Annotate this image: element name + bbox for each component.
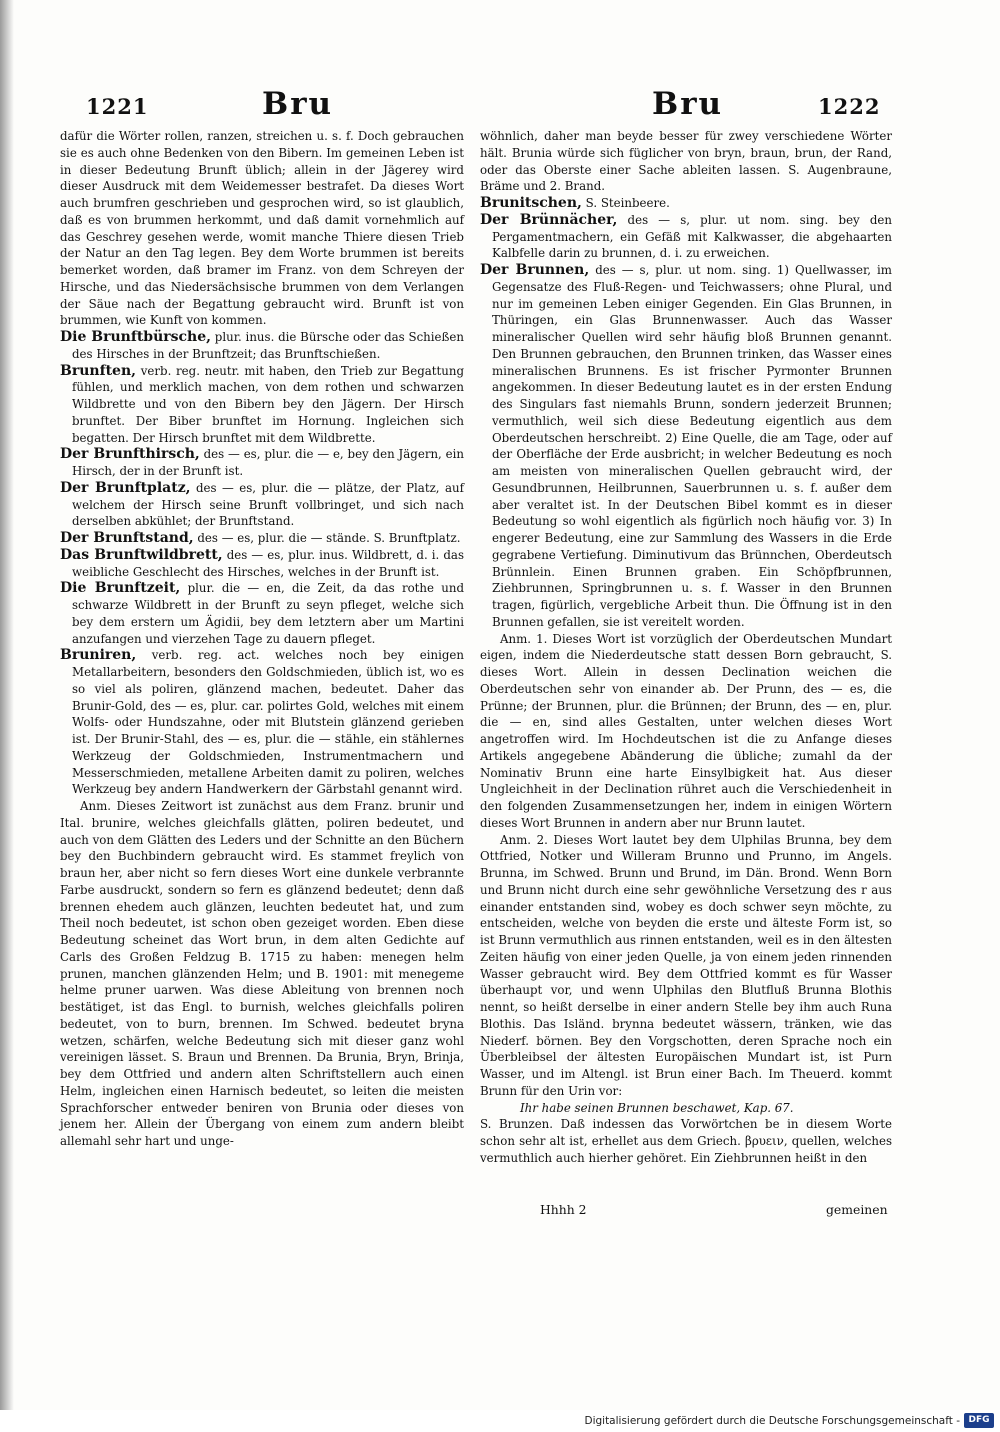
entry-headword: Der Brunftplatz, (60, 479, 191, 496)
right-column (480, 128, 892, 1167)
page-header (0, 86, 1000, 126)
continuation-paragraph: dafür die Wörter rollen, ranzen, streichen u. s. f. Doch gebrauchen sie es auch ohne Bedenken von den Bibern. Im gemeinen Leben ist in dieser Bedeutung Brunft üblich; allein in der Jägerey wird dieser Ausdruck mit dem Weidemesser bestrafet. Da dieses Wort auch brumfren geschrieben und gesprochen wird, so ist glaublich, daß es von brummen herkommt, und daß damit vornehmlich auf das Geschrey gesehen werde, womit manche Thiere diesen Trieb der Natur an den Tag legen. Bey dem Worte brummen ist bereits bemerket worden, daß bramer im Franz. von dem Schreyen der Hirsche, und das Niedersächsische brummen von dem Verlangen der Säue nach der Begattung gebraucht wird. Brunft ist von brummen, wie Kunft von kommen. (60, 129, 464, 328)
dictionary-entry (60, 329, 464, 363)
annotation-paragraph: Anm. 2. Dieses Wort lautet bey dem Ulphilas Brunna, bey dem Ottfried, Notker und Willeram Brunno und Prunno, im Angels. Brunna, im Schwed. Brunn und Brund, im Dän. Brond. Wenn Born und Brunn nicht durch eine sehr gewöhnliche Versetzung des r aus einander entstanden sind, wobey es doch schwer seyn möchte, zu entscheiden, welche von beyden die erste und älteste Form ist, so ist Brunn vermuthlich aus rinnen entstanden, weil es in den ältesten Zeiten häufig von einer jeden Quelle, ja von einem jeden rinnenden Wasser gebraucht wird. Bey dem Ottfried kommt es für Wasser überhaupt vor, und wenn Ulphilas den Blutfluß Brunna Blothis nennt, so heißt derselbe in einer andern Stelle bey ihm auch Runa Blothis. Das Isländ. brynna bedeutet wässern, tränken, wie das Niederf. börnen. Bey den Vorgschotten, deren Sprache noch ein Überbleibsel der ältesten Europäischen Mundart ist, ist Purn Wasser, und im Altengl. ist Brun einer Bach. Im Theuerd. kommt Brunn für den Urin vor: (480, 832, 892, 1098)
dictionary-entry (60, 363, 464, 447)
dictionary-entry (60, 580, 464, 647)
dictionary-entry (60, 446, 464, 480)
dictionary-entry (60, 647, 464, 798)
entry-body: plur. inus. die Bürsche oder das Schießen des Hirsches in der Brunftzeit; das Brunftschießen. (72, 330, 464, 361)
entry-headword: Brunitschen, (480, 195, 582, 211)
page-number-right: 1222 (818, 94, 881, 119)
dictionary-entry (480, 212, 892, 262)
entry-body: verb. reg. act. welches noch bey einigen Metallarbeitern, besonders den Goldschmieden, üblich ist, wo es so viel als poliren, glänzend machen, bedeutet. Daher das Brunir-Gold, des — es, plur. car. polirtes Gold, welches mit einem Wolfs- oder Hundszahne, oder mit Blutstein glänzend gerieben ist. Der Brunir-Stahl, des — es, plur. die — stähle, ein stählernes Werkzeug der Goldschmieden, Instrumentmachern und Messerschmieden, metallene Arbeiten damit zu poliren, welches Werkzeug bey andern Handwerkern der Gärbstahl genannt wird. (72, 648, 465, 797)
entry-headword: Der Brunnen, (480, 262, 590, 278)
dictionary-entry (60, 530, 464, 547)
entry-headword: Das Brunftwildbrett, (60, 546, 223, 563)
entry-headword: Brunften, (60, 362, 137, 379)
entry-headword: Der Brünnächer, (480, 211, 618, 228)
dictionary-entry (60, 480, 464, 530)
entry-body: des — es, plur. inus. Wildbrett, d. i. das weibliche Geschlecht des Hirsches, welches in der Brunft ist. (72, 547, 464, 579)
dictionary-entry (60, 547, 464, 581)
running-head-left: Bru (262, 86, 334, 122)
catchword: gemeinen (826, 1202, 888, 1217)
left-column (60, 128, 464, 1150)
dictionary-entry (480, 262, 892, 631)
page-number-left: 1221 (86, 94, 149, 119)
closing-paragraph: S. Brunzen. Daß indessen das Vorwörtchen be in diesem Worte schon sehr alt ist, erhellet aus dem Griech. βρυειν, quellen, welches vermuthlich auch hierher gehöret. Ein Ziehbrunnen heißt in den (480, 1117, 892, 1165)
continuation-paragraph: wöhnlich, daher man beyde besser für zwey verschiedene Wörter hält. Brunia würde sich füglicher von bryn, braun, brun, der Rand, oder das Oberste einer Sache ableiten lassen. S. Augenbraune, Bräme und 2. Brand. (480, 129, 892, 194)
verse-quotation: Ihr habe seinen Brunnen beschawet, Kap. 67. (520, 1100, 794, 1115)
binding-shadow (0, 0, 14, 1410)
funding-notice: Digitalisierung gefördert durch die Deutsche Forschungsgemeinschaft - (584, 1415, 960, 1427)
dictionary-entry (480, 195, 892, 212)
annotation-paragraph: Anm. 1. Dieses Wort ist vorzüglich der Oberdeutschen Mundart eigen, indem die Niederdeutsche statt dessen Born gebraucht, S. dieses Wort. Allein in dessen Declination weichen die Oberdeutschen sehr von einander ab. Der Prunn, des — es, die Prünne; der Brunnen, plur. die Brünnen; der Brunn, des — en, plur. die — en, sind alles Gestalten, unter welchen dieses Wort angetroffen wird. Im Hochdeutschen ist die zu Anfange dieses Artikels angegebene Abänderung die übliche; zumahl da der Nominativ Brunn eine harte Einsylbigkeit hat. Aus dieser Ungleichheit in der Declination rühret auch die Verschiedenheit in den folgenden Zusammensetzungen her, indem in einigen Wörtern dieses Wort Brunnen in andern aber nur Brunn lautet. (480, 631, 892, 830)
annotation-paragraph: Anm. Dieses Zeitwort ist zunächst aus dem Franz. brunir und Ital. brunire, welches gleichfalls glätten, poliren bedeutet, und auch von dem Glätten des Leders und der Schnitte an den Büchern bey den Buchbindern gebraucht wird. Es stammet freylich von braun her, aber nicht so fern dieses Wort eine dunkele verbrannte Farbe ausdruckt, sondern so fern es glänzend bedeutet; denn daß brennen ehedem auch glänzen, leuchten bedeutet hat, und zum Theil noch bedeutet, ist schon oben gezeiget worden. Eben diese Bedeutung scheinet das Wort brun, in dem alten Gedichte auf Carls des Großen Feldzug B. 1715 zu haben: menegen helm prunen, manchen glänzenden Helm; und B. 1901: mit menegeme helme pruner uarwen. Was diese Ableitung von brennen noch bestätiget, ist das Engl. to burnish, welches gleichfalls poliren bedeutet, von to burn, brennen. Im Schwed. bedeutet bryna wetzen, schärfen, welche Bedeutung sich mit dieser ganz wohl vereinigen lässet. S. Braun und Brennen. Da Brunia, Bryn, Brinja, bey dem Ottfried und andern alten Schriftstellern auch einen Helm, ingleichen einen Harnisch bedeutet, so leiten die meisten Sprachforscher entweder beniren von Brunia oder dieses von jenem her. Allein der Übergang von einem zum andern bleibt allemahl sehr hart und unge- (60, 799, 464, 1148)
entry-body: plur. die — en, die Zeit, da das rothe und schwarze Wildbrett in der Brunft zu seyn pfleget, welche sich bey dem erstern um Ägidii, bey dem letztern aber um Martini anzufangen und vierzehen Tage zu dauern pfleget. (72, 581, 464, 646)
entry-body: des — s, plur. ut nom. sing. bey den Pergamentmachern, ein Gefäß mit Kalkwasser, die abgehaarten Kalbfelle darin zu brunnen, d. i. zu erweichen. (492, 212, 892, 261)
entry-body: verb. reg. neutr. mit haben, den Trieb zur Begattung fühlen, und merklich machen, von dem rothen und schwarzen Wildbrette und von den Bibern bey den Jägern. Der Hirsch brunftet. Der Biber brunftet im Hornung. Ingleichen sich begatten. Der Hirsch brunftet mit dem Wildbrette. (72, 363, 465, 445)
entry-headword: Die Brunftzeit, (60, 580, 181, 597)
entry-headword: Der Brunftstand, (60, 530, 194, 546)
entry-headword: Der Brunfthirsch, (60, 446, 200, 463)
entry-body: S. Steinbeere. (585, 196, 670, 210)
entry-body: des — es, plur. die — e, bey den Jägern, ein Hirsch, der in der Brunft ist. (72, 447, 465, 478)
entry-headword: Bruniren, (60, 647, 137, 664)
entry-headword: Die Brunftbürsche, (60, 329, 212, 345)
running-head-right: Bru (652, 86, 724, 122)
signature-mark: Hhhh 2 (540, 1202, 587, 1217)
dfg-logo[interactable]: DFG (964, 1413, 994, 1428)
entry-body: des — s, plur. ut nom. sing. 1) Quellwasser, im Gegensatze des Fluß-Regen- und Teichwassers; ohne Plural, und nur im gemeinen Leben einiger Gegenden. Ein Glas Brunnen, in Thüringen, ein Glas Brunnenwasser. Auch das Wasser mineralischer Quellen wird sehr häufig bloß Brunnen genannt. Den Brunnen gebrauchen, den Brunnen trinken, das Wasser eines mineralischen Brunnens. Es ist frischer Pyrmonter Brunnen angekommen. In dieser Bedeutung lautet es in der ersten Endung des Singulars fast niemahls Brunn, sondern jederzeit Brunnen; vermuthlich, weil sich diese Bedeutung eigentlich aus dem Oberdeutschen herschreibt. 2) Eine Quelle, die am Tage, oder auf der Oberfläche der Erde ausbricht; in welcher Bedeutung es noch am meisten von mineralischen Quellen gebraucht wird, der Gesundbrunnen, Heilbrunnen, Sauerbrunnen u. s. f. außer dem aber veraltet ist. In der Deutschen Bibel kommt es in dieser Bedeutung so wohl eigentlich als figürlich noch häufig vor. 3) In engerer Bedeutung, eine zur Sammlung des Wassers in die Erde gegrabene Vertiefung. Diminutivum das Brünnchen, Oberdeutsch Brünnlein. Einen Brunnen graben. Ein Schöpfbrunnen, Ziehbrunnen, Springbrunnen u. s. f. Wasser in den Brunnen tragen, figürlich, vergebliche Arbeit thun. Die Öffnung ist in den Brunnen gefallen, sie ist vereitelt worden. (492, 263, 892, 629)
digitization-footer (0, 1410, 1000, 1432)
entry-body: des — es, plur. die — plätze, der Platz, auf welchem der Hirsch seine Brunft vollbringet, und sich nach derselben abkühlet; der Brunftstand. (72, 480, 464, 529)
entry-body: des — es, plur. die — stände. S. Brunftplatz. (197, 531, 461, 545)
